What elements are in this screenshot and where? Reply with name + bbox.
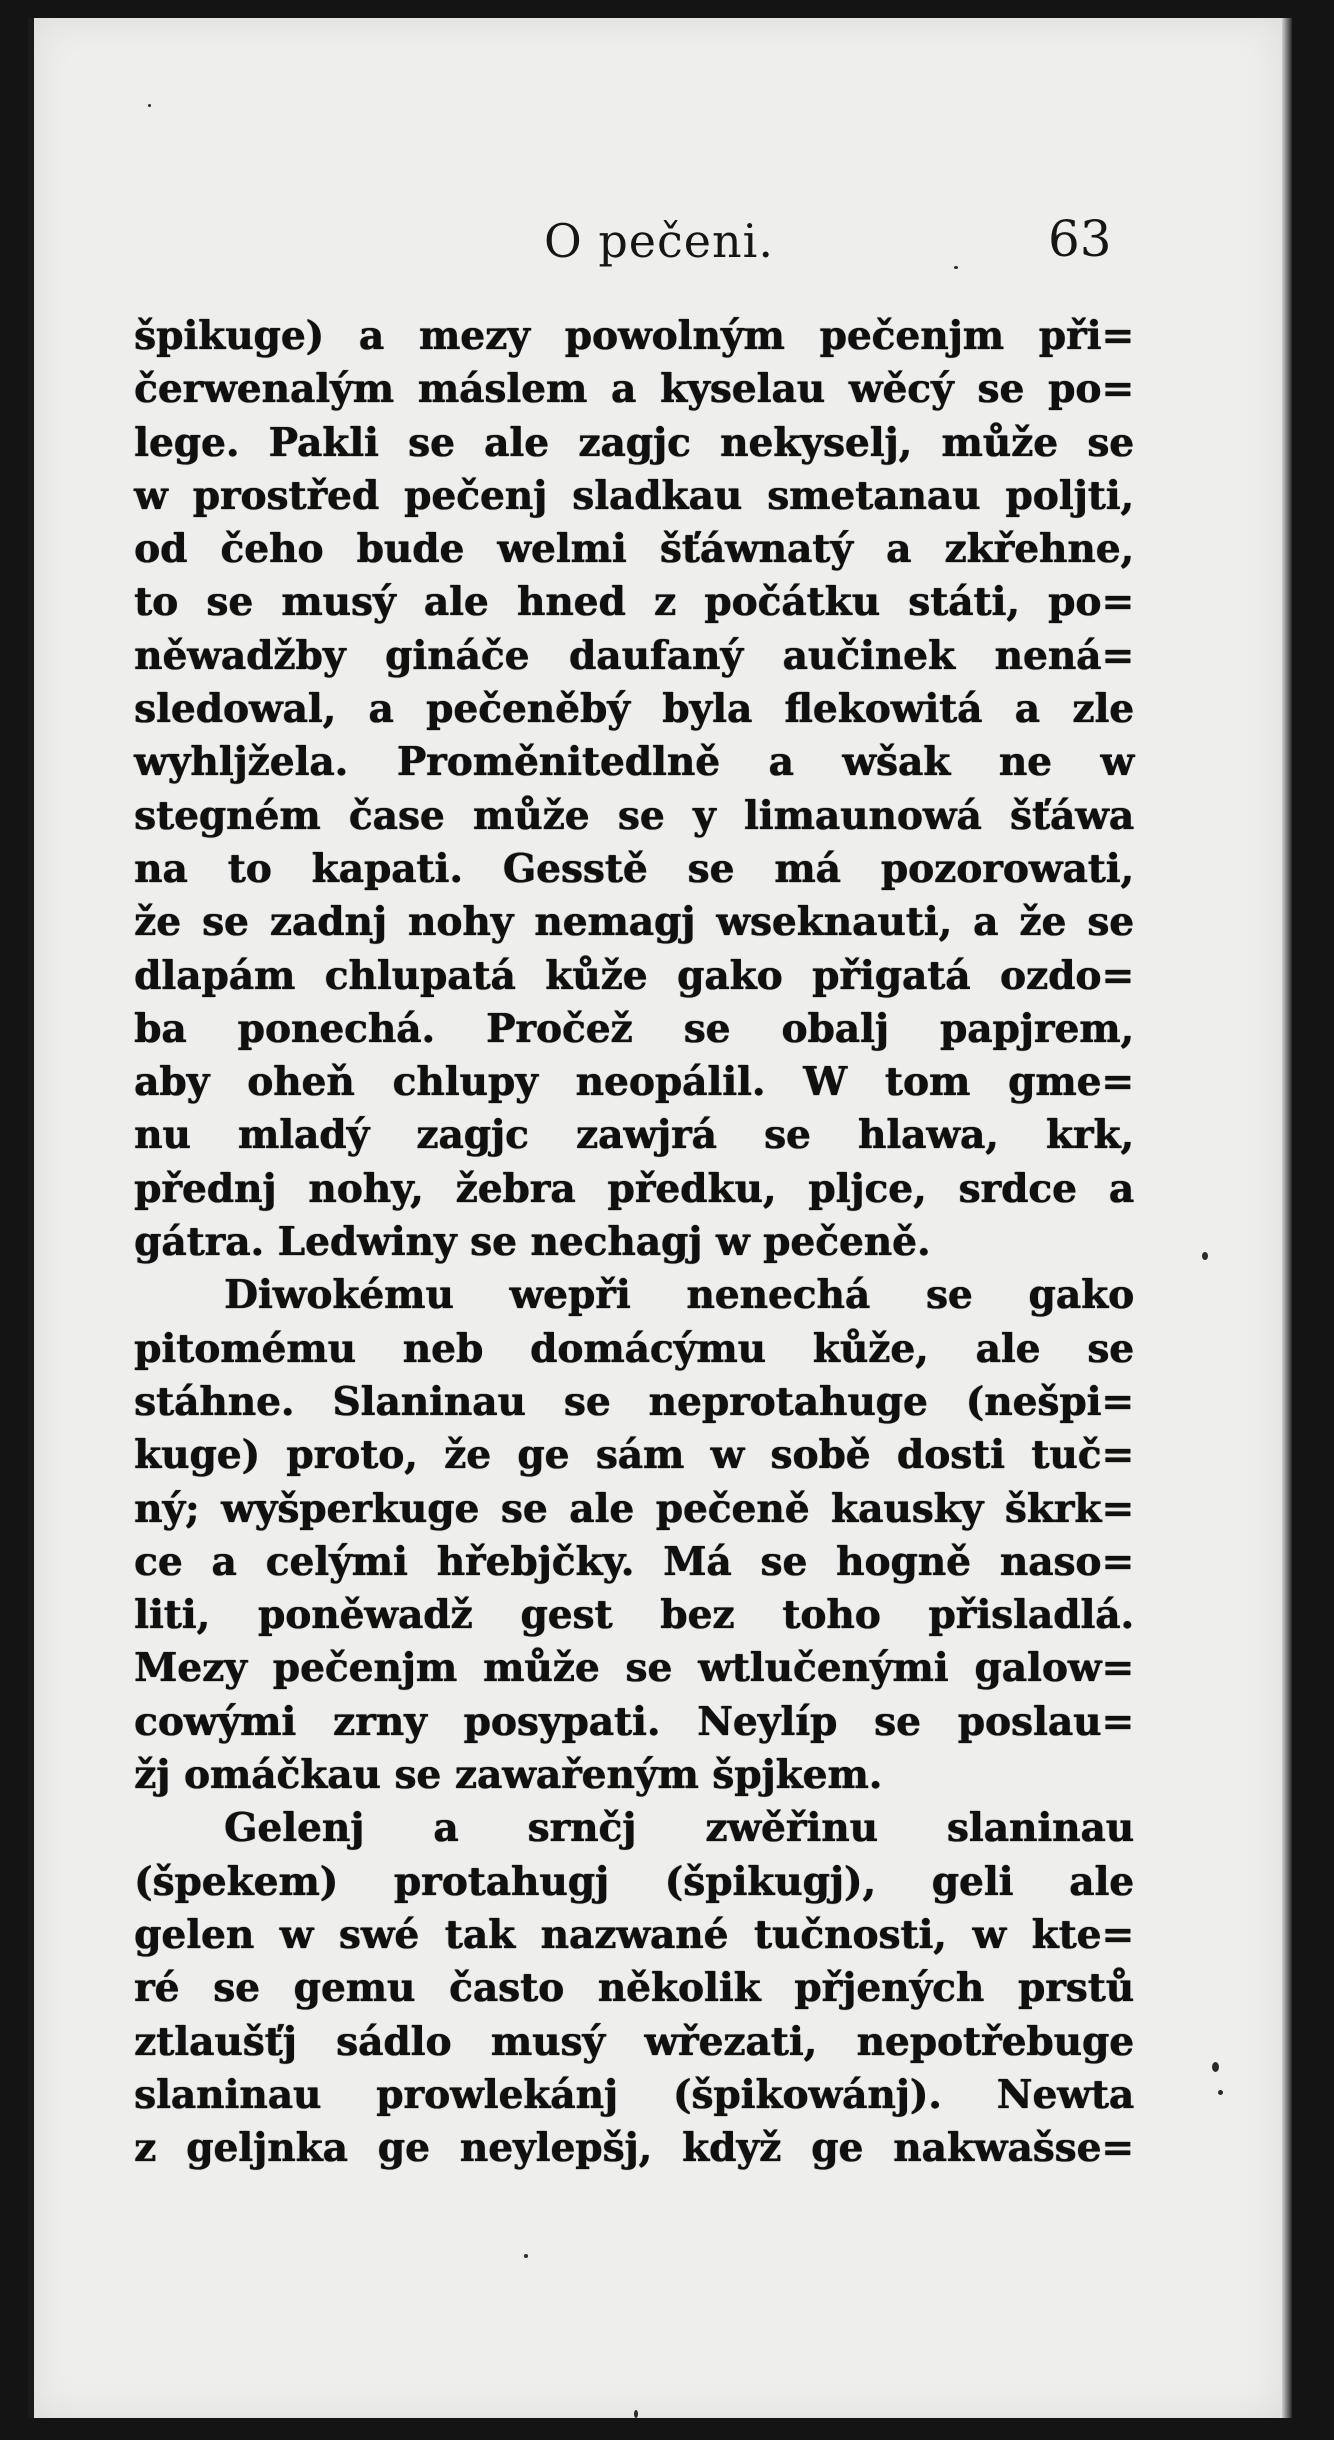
text-line: stegném čase může se y limaunowá šťáwa [134,792,1134,839]
text-line: něwadžby gináče daufaný aučinek nená= [134,632,1134,679]
text-line: gátra. Ledwiny se nechagj w pečeně. [134,1219,931,1266]
text-line: Mezy pečenjm může se wtlučenými galow= [134,1645,1134,1692]
text-line: slaninau prowlekánj (špikowánj). Newta [134,2071,1134,2118]
ink-speck [148,104,151,107]
text-line: žj omáčkau se zawařeným špjkem. [134,1752,883,1799]
text-line: ztlaušťj sádlo musý wřezati, nepotřebuge [134,2018,1134,2065]
text-line: dlapám chlupatá kůže gako přigatá ozdo= [134,952,1134,999]
page-header [34,204,1282,274]
text-line: to se musý ale hned z počátku státi, po= [134,579,1134,626]
text-line: Diwokému wepři nenechá se gako [224,1272,1134,1319]
text-line: ré se gemu často několik přjených prstů [134,1965,1134,2012]
text-line: od čeho bude welmi šťáwnatý a zkřehne, [134,526,1134,573]
text-line: w prostřed pečenj sladkau smetanau poljti, [134,472,1134,519]
text-line: na to kapati. Gesstě se má pozorowati, [134,845,1134,892]
running-title: O pečeni. [544,214,774,268]
ink-speck [1212,2062,1219,2072]
text-line: z geljnka ge neylepšj, když ge nakwašse= [134,2125,1134,2172]
text-line: cowými zrny posypati. Neylíp se poslau= [134,1698,1134,1745]
ink-speck [1218,2090,1223,2095]
text-line: ný; wyšperkuge se ale pečeně kausky škrk= [134,1485,1134,1532]
text-line: stáhne. Slaninau se neprotahuge (nešpi= [134,1378,1134,1425]
text-line: ba ponechá. Pročež se obalj papjrem, [134,1005,1134,1052]
text-line: liti, poněwadž gest bez toho přisladlá. [134,1592,1134,1639]
text-line: wyhljžela. Proměnitedlně a wšak ne w [134,739,1134,786]
text-line: přednj nohy, žebra předku, pljce, srdce a [134,1165,1134,1212]
text-line: aby oheň chlupy neopálil. W tom gme= [134,1059,1134,1106]
ink-speck [1202,1252,1208,1260]
text-line: ce a celými hřebjčky. Má se hogně naso= [134,1538,1134,1585]
body-text [134,310,1134,2175]
text-line: čerwenalým máslem a kyselau wěcý se po= [134,366,1134,413]
text-line: (špekem) protahugj (špikugj), geli ale [134,1858,1134,1905]
text-line: nu mladý zagjc zawjrá se hlawa, krk, [134,1112,1134,1159]
text-line: že se zadnj nohy nemagj wseknauti, a že se [134,899,1134,946]
page-number: 63 [1048,210,1112,268]
text-line: sledowal, a pečeněbý byla flekowitá a zle [134,686,1134,733]
text-line: pitomému neb domácýmu kůže, ale se [134,1325,1134,1372]
book-page [28,18,1282,2418]
ink-speck [634,2410,638,2418]
ink-speck [524,2254,528,2258]
text-line: gelen w swé tak nazwané tučnosti, w kte= [134,1911,1134,1958]
text-line: špikuge) a mezy powolným pečenjm při= [134,313,1134,359]
ink-speck [954,266,958,269]
text-line: Gelenj a srnčj zwěřinu slaninau [224,1805,1134,1852]
text-line: kuge) proto, že ge sám w sobě dosti tuč= [134,1432,1134,1479]
text-line: lege. Pakli se ale zagjc nekyselj, může se [134,419,1134,466]
